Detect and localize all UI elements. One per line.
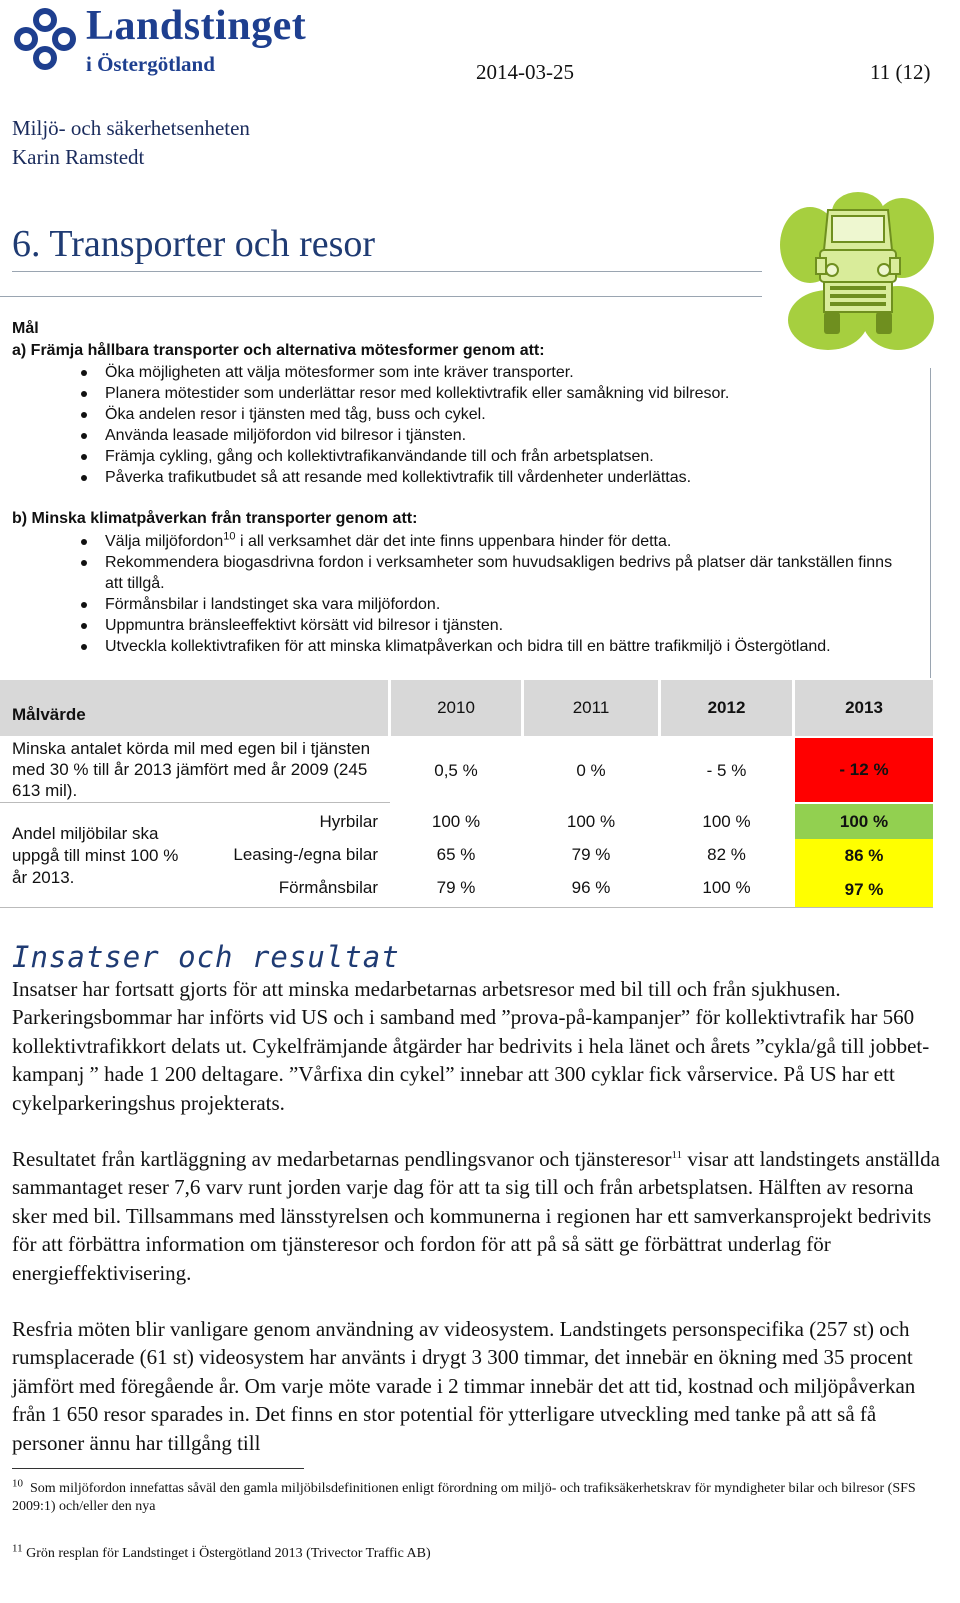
results-heading: Insatser och resultat [12,940,400,974]
sub-row-value: 100 % [702,878,751,897]
sub-row-value: 100 % [566,812,616,831]
list-item-text: Utveckla kollektivtrafiken för att minska klimatpåverkan och bidra till en bättre trafikmiljö i Östergötland. [105,638,831,655]
year-header-2012 [661,680,792,736]
list-item-text: Främja cykling, gång och kollektivtrafikanvändande till och från arbetsplatsen. [105,448,654,465]
bullet-icon [81,644,87,650]
footnote-ref[interactable]: 11 [671,1149,683,1161]
row1-value-2011: 0 % [576,761,606,780]
footnote-ref[interactable]: 10 [223,530,236,543]
list-item-text: Välja miljöfordon [105,533,224,550]
sub-row-label-leasing: Leasing-/egna bilar [233,845,378,864]
row1-label: Minska antalet körda mil med egen bil i tjänsten med 30 % till år 2013 jämfört med år 2009 (245 613 mil). [12,739,371,800]
organization-logo [12,2,312,76]
paragraph-text: visar att landstingets anställda sammantaget reser 7,6 varv runt jorden varje dag för att ta sig till och från arbetsplatsen. Hälften av resorna sker med bil. Tillsammans med länsstyrelsen och kommunerna i regionen har ett samverkansprojekt bedrivits för att förbättra information om tjänsteresor och fordon för att på så sätt ge förbättrat underlag för energieffektivisering. [12,1147,940,1285]
goal-a-heading: a) Främja hållbara transporter och alternativa mötesformer genom att: [12,342,545,359]
list-item-text: Planera mötestider som underlättar resor med kollektivtrafik eller samåkning vid bilresor. [105,385,730,402]
sub-row-value: 79 % [571,845,611,864]
list-item-text: Öka möjligheten att välja mötesformer som inte kräver transporter. [105,364,574,381]
bullet-icon [81,412,87,418]
year-header-2011 [524,680,658,736]
footnote-10 [12,1477,937,1516]
list-item [12,552,902,594]
list-item [12,636,902,657]
sub-row-label-hyrbilar: Hyrbilar [319,812,378,831]
title-rule [12,271,762,272]
bullet-icon [81,623,87,629]
list-item-text: Rekommendera biogasdrivna fordon i verksamheter som huvudsakligen bedrivs på platser där tankställen finns att tillgå. [105,554,893,592]
results-paragraph-2 [12,1145,942,1287]
paragraph-text: Resultatet från kartläggning av medarbetarnas pendlingsvanor och tjänsteresor [12,1147,672,1171]
bullet-icon [81,560,87,566]
footnote-number: 11 [12,1542,23,1555]
row-divider [0,802,390,803]
goal-b-list [12,531,902,657]
logo-line2: i Östergötland [86,52,215,76]
logo-line1: Landstinget [86,3,307,49]
sub-row-value: 100 % [702,812,751,831]
results-paragraph-3: Resfria möten blir vanligare genom användning av videosystem. Landstingets personspecifika (257 st) och rumsplacerade (61 st) videosystem har använts i drygt 3 300 timmar, det innebär en ökning med 35 procent jämfört med föregående år. Om varje möte varade i 2 timmar innebär det att tid, kostnad och miljöpåverkan från 1 650 resor sparades in. Det finns en stor potential för ytterligare utveckling med tanke på att så få personer ännu har tillgång till [12,1317,916,1455]
list-item-text: Öka andelen resor i tjänsten med tåg, buss och cykel. [105,406,486,423]
row1-value-2012: - 5 % [706,761,747,780]
author-name: Karin Ramstedt [12,145,145,169]
list-item [12,362,902,383]
sub-row-value: 100 % [431,812,481,831]
list-item-text: i all verksamhet där det inte finns uppenbara hinder för detta. [235,533,672,550]
bullet-icon [81,370,87,376]
year-label: 2013 [845,698,883,717]
bullet-icon [81,602,87,608]
bullet-icon [81,475,87,481]
goal-b-heading: b) Minska klimatpåverkan från transporter genom att: [12,510,418,527]
year-label: 2010 [437,698,475,717]
document-date: 2014-03-25 [476,60,574,84]
list-item [12,383,902,404]
sub-row-value: 82 % [707,845,746,864]
department-name: Miljö- och säkerhetsenheten [12,116,250,140]
list-item [12,531,902,552]
sub-row-value-2013: 86 % [795,839,933,873]
list-item [12,425,902,446]
section-divider [0,296,762,297]
list-item-text: Påverka trafikutbudet så att resande med kollektivtrafik till vårdenheter underlättas. [105,469,692,486]
truck-leaf-illustration-icon [780,190,935,352]
sub-row-value: 65 % [436,845,476,864]
list-item-text: Använda leasade miljöfordon vid bilresor i tjänsten. [105,427,467,444]
sub-row-value: 96 % [571,878,611,897]
list-item [12,467,902,488]
sub-row-label-formansbilar: Förmånsbilar [278,878,378,897]
goals-heading: Mål [12,320,39,337]
list-item [12,615,902,636]
year-label: 2011 [572,698,610,717]
footnote-11 [12,1542,937,1563]
list-item [12,594,902,615]
bullet-icon [81,433,87,439]
bullet-icon [81,454,87,460]
sub-row-value-2013: 100 % [795,804,933,839]
footnote-separator [12,1468,304,1469]
page-number: 11 (12) [870,60,931,84]
goal-a-list [12,362,902,488]
year-label: 2012 [707,698,746,717]
list-item-text: Förmånsbilar i landstinget ska vara miljöfordon. [105,596,441,613]
results-paragraph-1: Insatser har fortsatt gjorts för att minska medarbetarnas arbetsresor med bil till och från sjukhusen. Parkeringsbommar har införts vid US och i samband med ”prova-på-kampanjer” för kollektivtrafik har 560 kollektivtrafikkort delats ut. Cykelfrämjande åtgärder har bedrivits i hela länet och årets ”cykla/gå till jobbet-kampanj ” hade 1 200 deltagare. ”Vårfixa din cykel” innebar att 300 cyklar fick vårservice. På US har ett cykelparkeringshus projekterats. [12,977,930,1115]
bullet-icon [81,539,87,545]
sub-row-value-2013: 97 % [795,873,933,907]
footnote-number: 10 [12,1477,23,1490]
list-item-text: Uppmuntra bränsleeffektivt körsätt vid bilresor i tjänsten. [105,617,504,634]
sub-row-value: 79 % [436,878,476,897]
footnote-text: Grön resplan för Landstinget i Östergötland 2013 (Trivector Traffic AB) [26,1546,431,1561]
row2-label: Andel miljöbilar ska uppgå till minst 100 % år 2013. [12,824,179,887]
list-item [12,404,902,425]
bullet-icon [81,391,87,397]
year-header-2010 [391,680,521,736]
table-bottom-rule [0,907,933,908]
row1-value-2010: 0,5 % [434,761,478,780]
row1-value-2013: - 12 % [795,738,933,802]
clover-emblem-icon [12,6,78,72]
goal-box-border [930,368,931,678]
target-table [0,680,933,908]
year-header-2013 [795,680,933,736]
target-header-label-cell [0,680,388,736]
target-header-label: Målvärde [12,705,86,724]
section-title: 6. Transporter och resor [12,223,376,265]
footnote-text: Som miljöfordon innefattas såväl den gamla miljöbilsdefinitionen enligt förordning om miljö- och trafiksäkerhetskrav för myndigheter bilar och bilresor (SFS 2009:1) och/eller den nya [12,1481,916,1514]
list-item [12,446,902,467]
